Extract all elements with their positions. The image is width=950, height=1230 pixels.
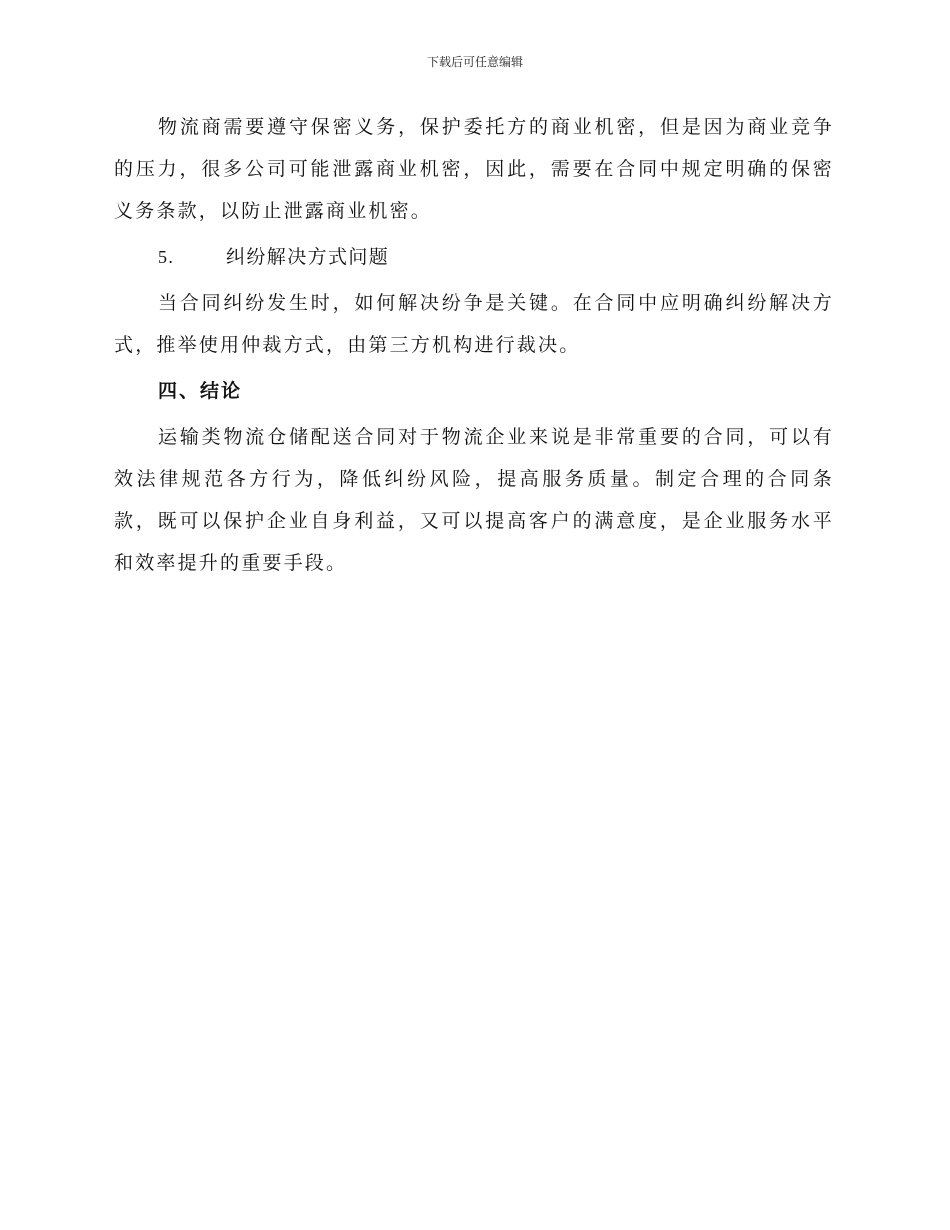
list-item-5 — [114, 236, 834, 278]
paragraph-conclusion: 运输类物流仓储配送合同对于物流企业来说是非常重要的合同，可以有效法律规范各方行为，降低纠纷风险，提高服务质量。制定合理的合同条款，既可以保护企业自身利益，又可以提高客户的满意度，是企业服务水平和效率提升的重要手段。 — [114, 426, 834, 574]
paragraph-confidentiality: 物流商需要遵守保密义务，保护委托方的商业机密，但是因为商业竞争的压力，很多公司可能泄露商业机密，因此，需要在合同中规定明确的保密义务条款，以防止泄露商业机密。 — [114, 116, 834, 222]
page-header: 下载后可任意编辑 — [426, 55, 523, 69]
paragraph-dispute-resolution: 当合同纠纷发生时，如何解决纷争是关键。在合同中应明确纠纷解决方式，推举使用仲裁方式，由第三方机构进行裁决。 — [114, 292, 834, 356]
list-item-number: 5. — [158, 247, 175, 267]
list-item-title: 纠纷解决方式问题 — [226, 246, 390, 268]
document-body — [114, 106, 834, 584]
section-heading-conclusion: 四、结论 — [158, 380, 243, 402]
